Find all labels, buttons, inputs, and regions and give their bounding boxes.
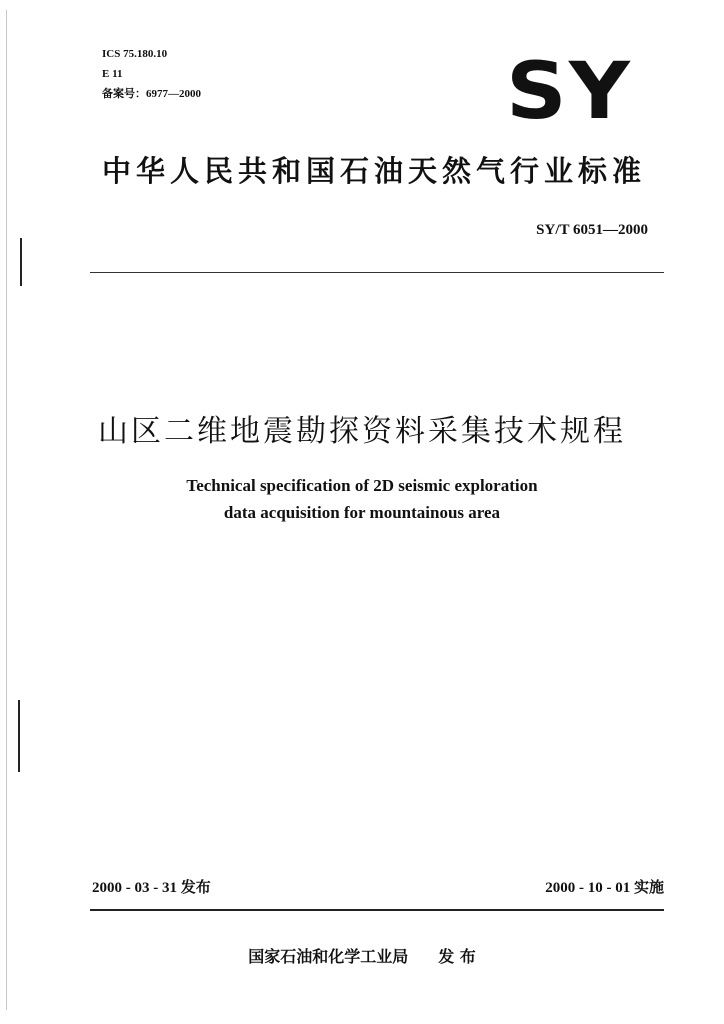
footer-divider: [90, 909, 664, 911]
publish-date: 2000 - 03 - 31 发布: [92, 880, 211, 896]
title-english-line-2: data acquisition for mountainous area: [223, 503, 501, 522]
header-divider: [90, 272, 664, 273]
scan-mark-bottom: [18, 700, 20, 772]
standard-number: SY/T 6051—2000: [536, 222, 648, 238]
industry-standard-title: 中华人民共和国石油天然气行业标准: [102, 154, 647, 188]
issuer-action: 发 布: [438, 947, 476, 966]
classification-block: [102, 44, 201, 104]
issuer-line: [0, 944, 724, 967]
dates-row: [92, 876, 664, 900]
record-number: 备案号：6977—2000: [102, 88, 201, 100]
scan-mark-top: [20, 238, 22, 286]
category-code: E 11: [102, 68, 123, 80]
ics-code: ICS 75.180.10: [102, 48, 168, 60]
title-english-line-1: Technical specification of 2D seismic exploration: [186, 476, 538, 495]
issuer-name: 国家石油和化学工业局: [248, 947, 409, 966]
sy-logo: SY: [506, 47, 633, 137]
effective-date: 2000 - 10 - 01 实施: [545, 880, 664, 896]
title-chinese: 山区二维地震勘探资料采集技术规程: [98, 414, 626, 449]
title-english: [0, 472, 724, 526]
